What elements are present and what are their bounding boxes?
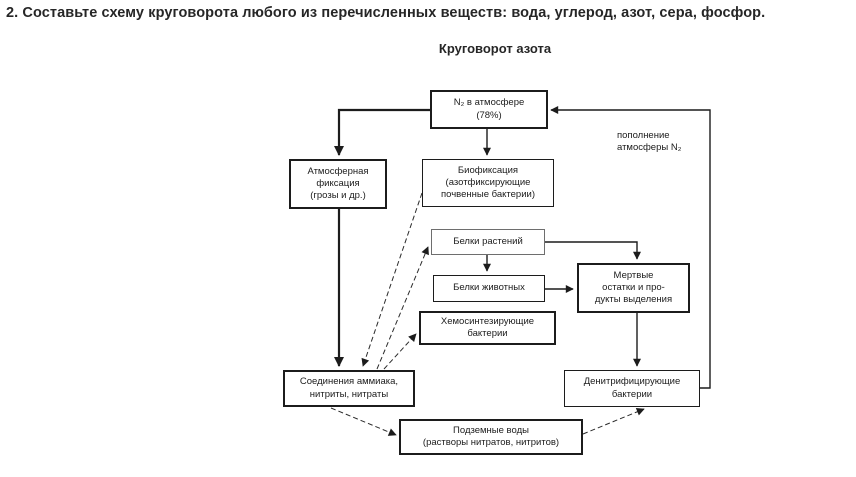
node-label-line: остатки и про-	[602, 281, 665, 293]
diagram-title: Круговорот азота	[438, 41, 552, 56]
label-line: пополнение	[617, 130, 670, 141]
node-label-line: (азотфиксирующие	[445, 176, 531, 188]
node-biofixation	[422, 159, 554, 207]
node-label-line: Биофиксация	[457, 164, 519, 176]
node-ammonia-compounds	[283, 370, 415, 407]
arrow-ammonia-to-chemosynthetic	[384, 334, 416, 369]
node-label-line: почвенные бактерии)	[441, 189, 535, 201]
node-plant-proteins	[431, 229, 545, 255]
node-label-line: Соединения аммиака,	[299, 376, 399, 388]
node-label-line: Белки растений	[453, 235, 523, 247]
node-label-line: Денитрифицирующие	[583, 376, 681, 388]
arrow-biofixation-to-ammonia	[363, 193, 422, 366]
node-label-line: бактерии	[467, 328, 508, 339]
label-line: атмосферы N₂	[617, 142, 682, 154]
node-label-line: Белки животных	[453, 282, 525, 294]
node-label-line: Атмосферная	[307, 165, 369, 177]
arrow-groundwater-to-denitrifying	[583, 409, 644, 434]
node-label-line: фиксация	[316, 177, 360, 189]
node-atmospheric-fixation	[289, 159, 387, 209]
node-chemosynthetic-bacteria	[419, 311, 556, 345]
exercise-instruction: 2. Составьте схему круговорота любого из перечисленных веществ: вода, углерод, азот, сера, фосфор.	[6, 5, 766, 21]
arrow-plant-to-dead-remains	[545, 242, 637, 259]
node-dead-remains	[577, 263, 690, 313]
node-label-line: N₂ в атмосфере	[453, 97, 525, 109]
node-label-line: (растворы нитратов, нитритов)	[422, 437, 560, 448]
node-label-line: Мертвые	[613, 269, 654, 281]
arrow-ammonia-to-plant	[377, 247, 428, 369]
node-label-line: (78%)	[476, 109, 502, 121]
label-n2-replenishment	[617, 130, 727, 155]
node-label-line: (грозы и др.)	[310, 190, 366, 202]
arrow-ammonia-to-groundwater	[331, 408, 396, 435]
node-label-line: дукты выделения	[594, 294, 673, 306]
node-label-line: Подземные воды	[453, 424, 529, 436]
node-animal-proteins	[433, 275, 545, 302]
node-label-line: Хемосинтезирующие	[440, 315, 535, 327]
node-denitrifying-bacteria	[564, 370, 700, 407]
arrow-n2-to-atmospheric-fixation	[339, 110, 431, 155]
node-groundwater	[399, 419, 583, 455]
node-label-line: нитриты, нитраты	[309, 388, 389, 400]
node-n2-atmosphere	[430, 90, 548, 129]
node-label-line: бактерии	[611, 388, 653, 400]
